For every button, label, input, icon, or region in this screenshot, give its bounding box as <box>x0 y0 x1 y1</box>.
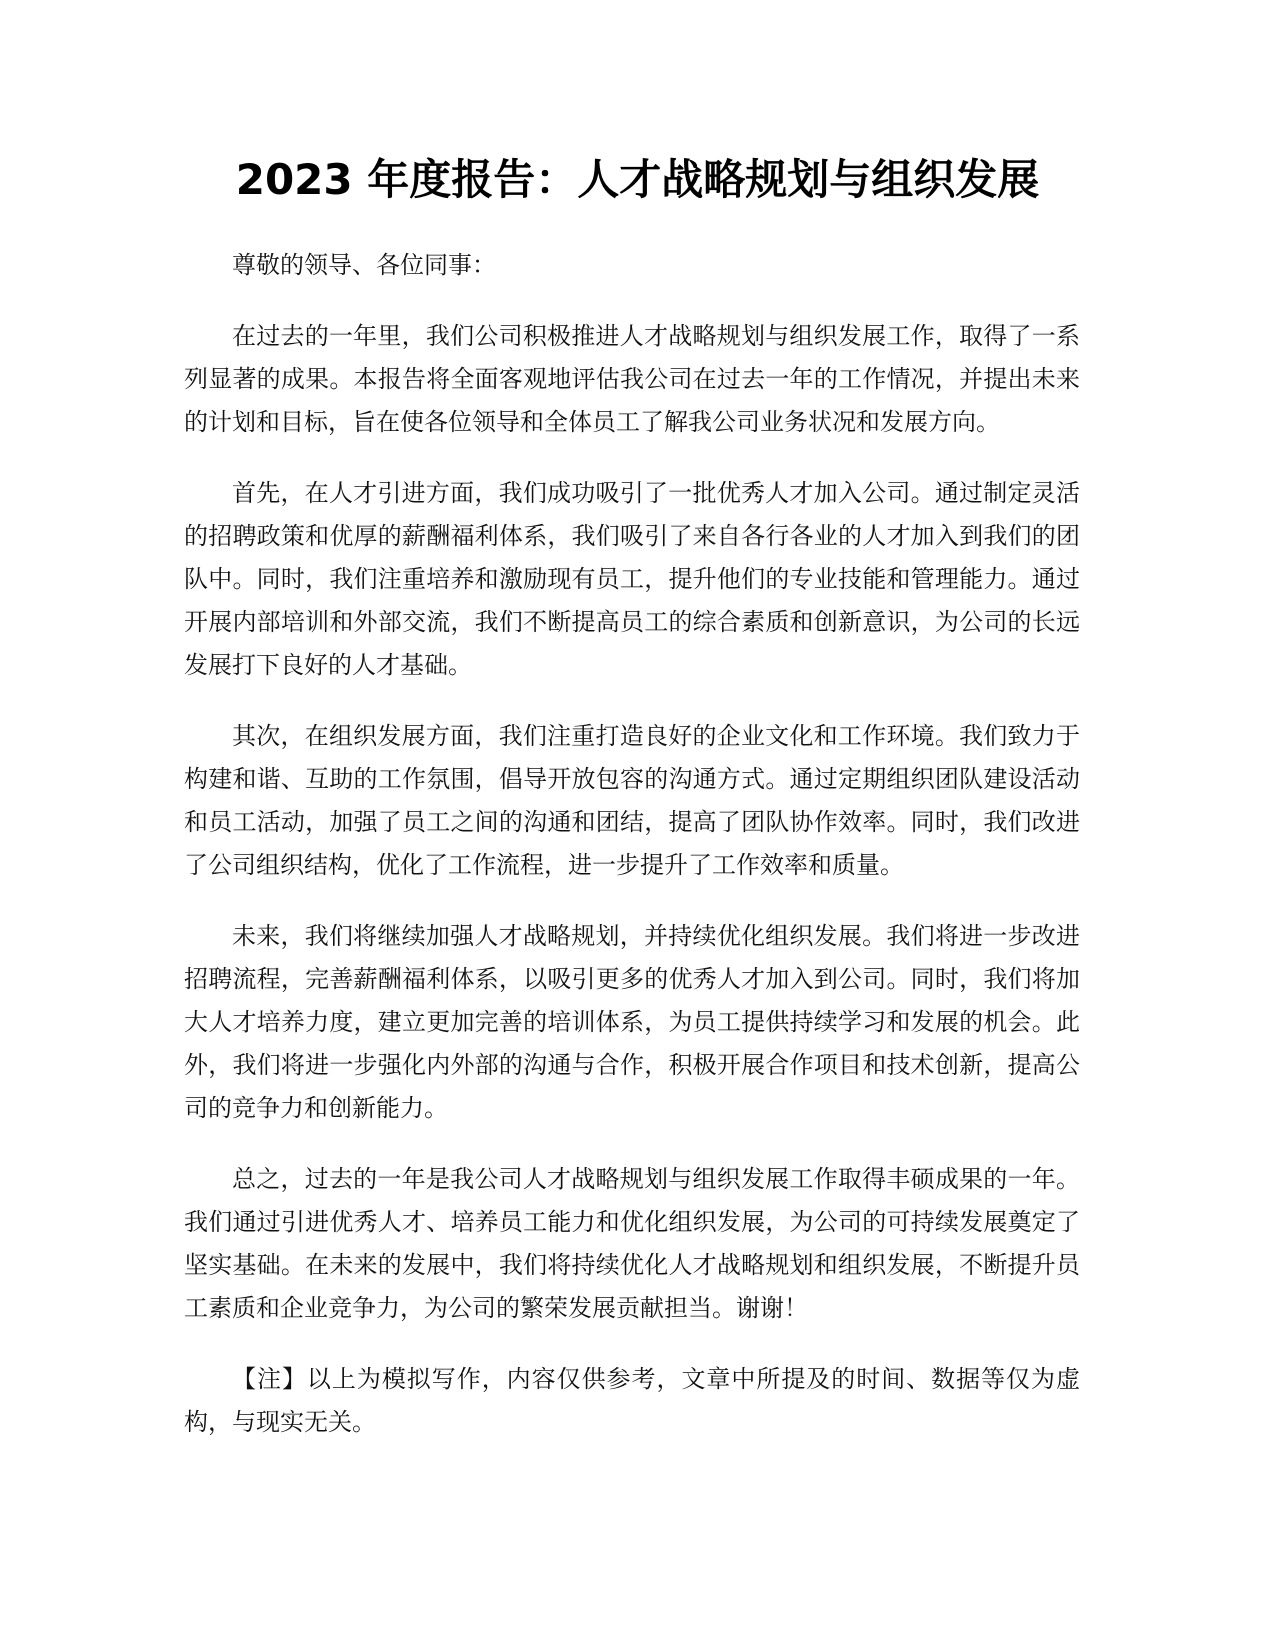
talent-acquisition-paragraph: 首先，在人才引进方面，我们成功吸引了一批优秀人才加入公司。通过制定灵活的招聘政策和优厚的薪酬福利体系，我们吸引了来自各行各业的人才加入到我们的团队中。同时，我们注重培养和激励现有员工，提升他们的专业技能和管理能力。通过开展内部培训和外部交流，我们不断提高员工的综合素质和创新意识，为公司的长远发展打下良好的人才基础。 <box>184 479 1080 679</box>
greeting-paragraph: 尊敬的领导、各位同事： <box>232 251 496 279</box>
note-paragraph: 【注】以上为模拟写作，内容仅供参考，文章中所提及的时间、数据等仅为虚构，与现实无关。 <box>184 1365 1080 1436</box>
summary-paragraph: 总之，过去的一年是我公司人才战略规划与组织发展工作取得丰硕成果的一年。我们通过引进优秀人才、培养员工能力和优化组织发展，为公司的可持续发展奠定了坚实基础。在未来的发展中，我们将持续优化人才战略规划和组织发展，不断提升员工素质和企业竞争力，为公司的繁荣发展贡献担当。谢谢！ <box>184 1165 1080 1322</box>
document-title: 2023 年度报告：人才战略规划与组织发展 <box>235 155 1040 204</box>
document-body <box>184 244 1080 1472</box>
organization-development-paragraph: 其次，在组织发展方面，我们注重打造良好的企业文化和工作环境。我们致力于构建和谐、互助的工作氛围，倡导开放包容的沟通方式。通过定期组织团队建设活动和员工活动，加强了员工之间的沟通和团结，提高了团队协作效率。同时，我们改进了公司组织结构，优化了工作流程，进一步提升了工作效率和质量。 <box>184 722 1080 879</box>
intro-paragraph: 在过去的一年里，我们公司积极推进人才战略规划与组织发展工作，取得了一系列显著的成果。本报告将全面客观地评估我公司在过去一年的工作情况，并提出未来的计划和目标，旨在使各位领导和全体员工了解我公司业务状况和发展方向。 <box>184 322 1080 436</box>
future-plan-paragraph: 未来，我们将继续加强人才战略规划，并持续优化组织发展。我们将进一步改进招聘流程，完善薪酬福利体系，以吸引更多的优秀人才加入到公司。同时，我们将加大人才培养力度，建立更加完善的培训体系，为员工提供持续学习和发展的机会。此外，我们将进一步强化内外部的沟通与合作，积极开展合作项目和技术创新，提高公司的竞争力和创新能力。 <box>184 922 1080 1122</box>
